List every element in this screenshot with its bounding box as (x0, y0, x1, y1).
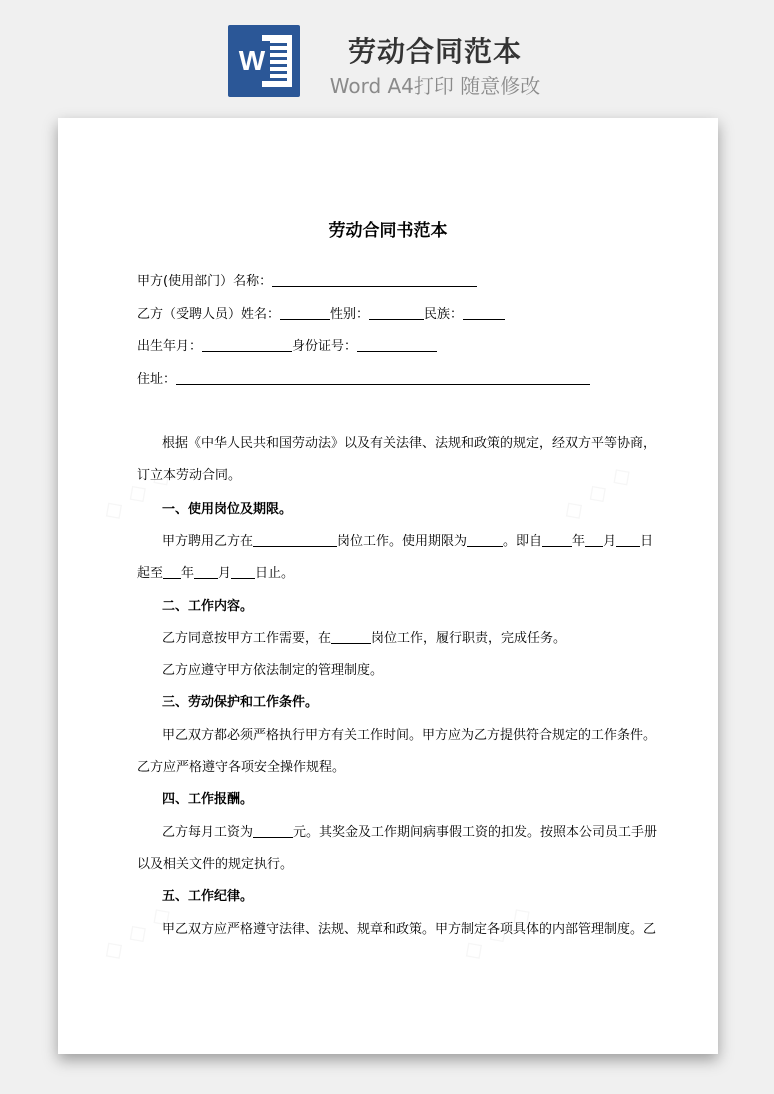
id-blank[interactable] (357, 337, 437, 352)
id-label: 身份证号： (292, 339, 358, 354)
text-span: 日止。 (255, 566, 295, 581)
section-5-para-1: 甲乙双方应严格遵守法律、法规、规章和政策。甲方制定各项具体的内部管理制度。乙 (162, 922, 657, 937)
text-span: 年 (572, 534, 586, 549)
party-a-name-blank[interactable] (272, 272, 477, 287)
section-3-heading: 三、劳动保护和工作条件。 (162, 695, 319, 710)
word-logo-letter: W (234, 41, 270, 81)
text-span: 。即自 (503, 534, 543, 549)
ethnicity-blank[interactable] (463, 305, 505, 320)
party-a-label: 甲方(使用部门）名称： (137, 274, 273, 289)
start-month-blank[interactable] (585, 532, 603, 547)
document-page (58, 118, 718, 1054)
text-span: 乙方每月工资为 (162, 825, 254, 840)
intro-line-2: 订立本劳动合同。 (137, 468, 242, 483)
section-4-para-2: 以及相关文件的规定执行。 (137, 857, 294, 872)
text-span: 月 (603, 534, 617, 549)
end-year-blank[interactable] (163, 564, 181, 579)
section-2-heading: 二、工作内容。 (162, 599, 254, 614)
section-2-para-1 (162, 627, 566, 646)
text-span: 甲方聘用乙方在 (162, 534, 254, 549)
text-span: 日 (640, 534, 654, 549)
term-blank[interactable] (467, 532, 503, 547)
end-day-blank[interactable] (231, 564, 255, 579)
start-year-blank[interactable] (542, 532, 572, 547)
end-month-blank[interactable] (194, 564, 218, 579)
birth-blank[interactable] (202, 337, 292, 352)
address-field (137, 368, 590, 387)
salary-blank[interactable] (253, 823, 293, 838)
section-4-heading: 四、工作报酬。 (162, 792, 254, 807)
birth-id-field (137, 335, 437, 354)
position-blank[interactable] (253, 532, 337, 547)
header-title: 劳动合同范本 (347, 35, 522, 68)
gender-blank[interactable] (369, 305, 424, 320)
section-5-heading: 五、工作纪律。 (162, 889, 254, 904)
address-label: 住址： (137, 372, 177, 387)
party-b-label: 乙方（受聘人员）姓名： (137, 307, 281, 322)
text-span: 岗位工作。使用期限为 (337, 534, 468, 549)
section-3-para-1: 甲乙双方都必须严格执行甲方有关工作时间。甲方应为乙方提供符合规定的工作条件。 (162, 728, 657, 743)
section-1-para-2 (137, 562, 294, 581)
party-b-field (137, 303, 505, 322)
section-4-para-1 (162, 821, 657, 840)
text-span: 元。其奖金及工作期间病事假工资的扣发。按照本公司员工手册 (293, 825, 658, 840)
section-3-para-2: 乙方应严格遵守各项安全操作规程。 (137, 760, 346, 775)
birth-label: 出生年月： (137, 339, 203, 354)
intro-line-1: 根据《中华人民共和国劳动法》以及有关法律、法规和政策的规定，经双方平等协商， (162, 436, 657, 451)
text-span: 月 (218, 566, 232, 581)
text-span: 起至 (137, 566, 164, 581)
header-subtitle: Word A4打印 随意修改 (329, 74, 541, 98)
text-span: 年 (181, 566, 195, 581)
party-b-name-blank[interactable] (280, 305, 330, 320)
start-day-blank[interactable] (616, 532, 640, 547)
gender-label: 性别： (330, 307, 370, 322)
preview-header (0, 0, 774, 110)
section-1-heading: 一、使用岗位及期限。 (162, 502, 293, 517)
ethnicity-label: 民族： (424, 307, 464, 322)
text-span: 岗位工作，履行职责，完成任务。 (371, 631, 567, 646)
section-2-para-2: 乙方应遵守甲方依法制定的管理制度。 (162, 663, 384, 678)
document-title: 劳动合同书范本 (328, 221, 448, 241)
watermark (556, 458, 637, 527)
word-logo-icon (228, 25, 300, 97)
party-a-field (137, 270, 477, 289)
section-1-para-1 (162, 530, 653, 549)
address-blank[interactable] (176, 370, 590, 385)
work-position-blank[interactable] (331, 629, 371, 644)
text-span: 乙方同意按甲方工作需要，在 (162, 631, 332, 646)
